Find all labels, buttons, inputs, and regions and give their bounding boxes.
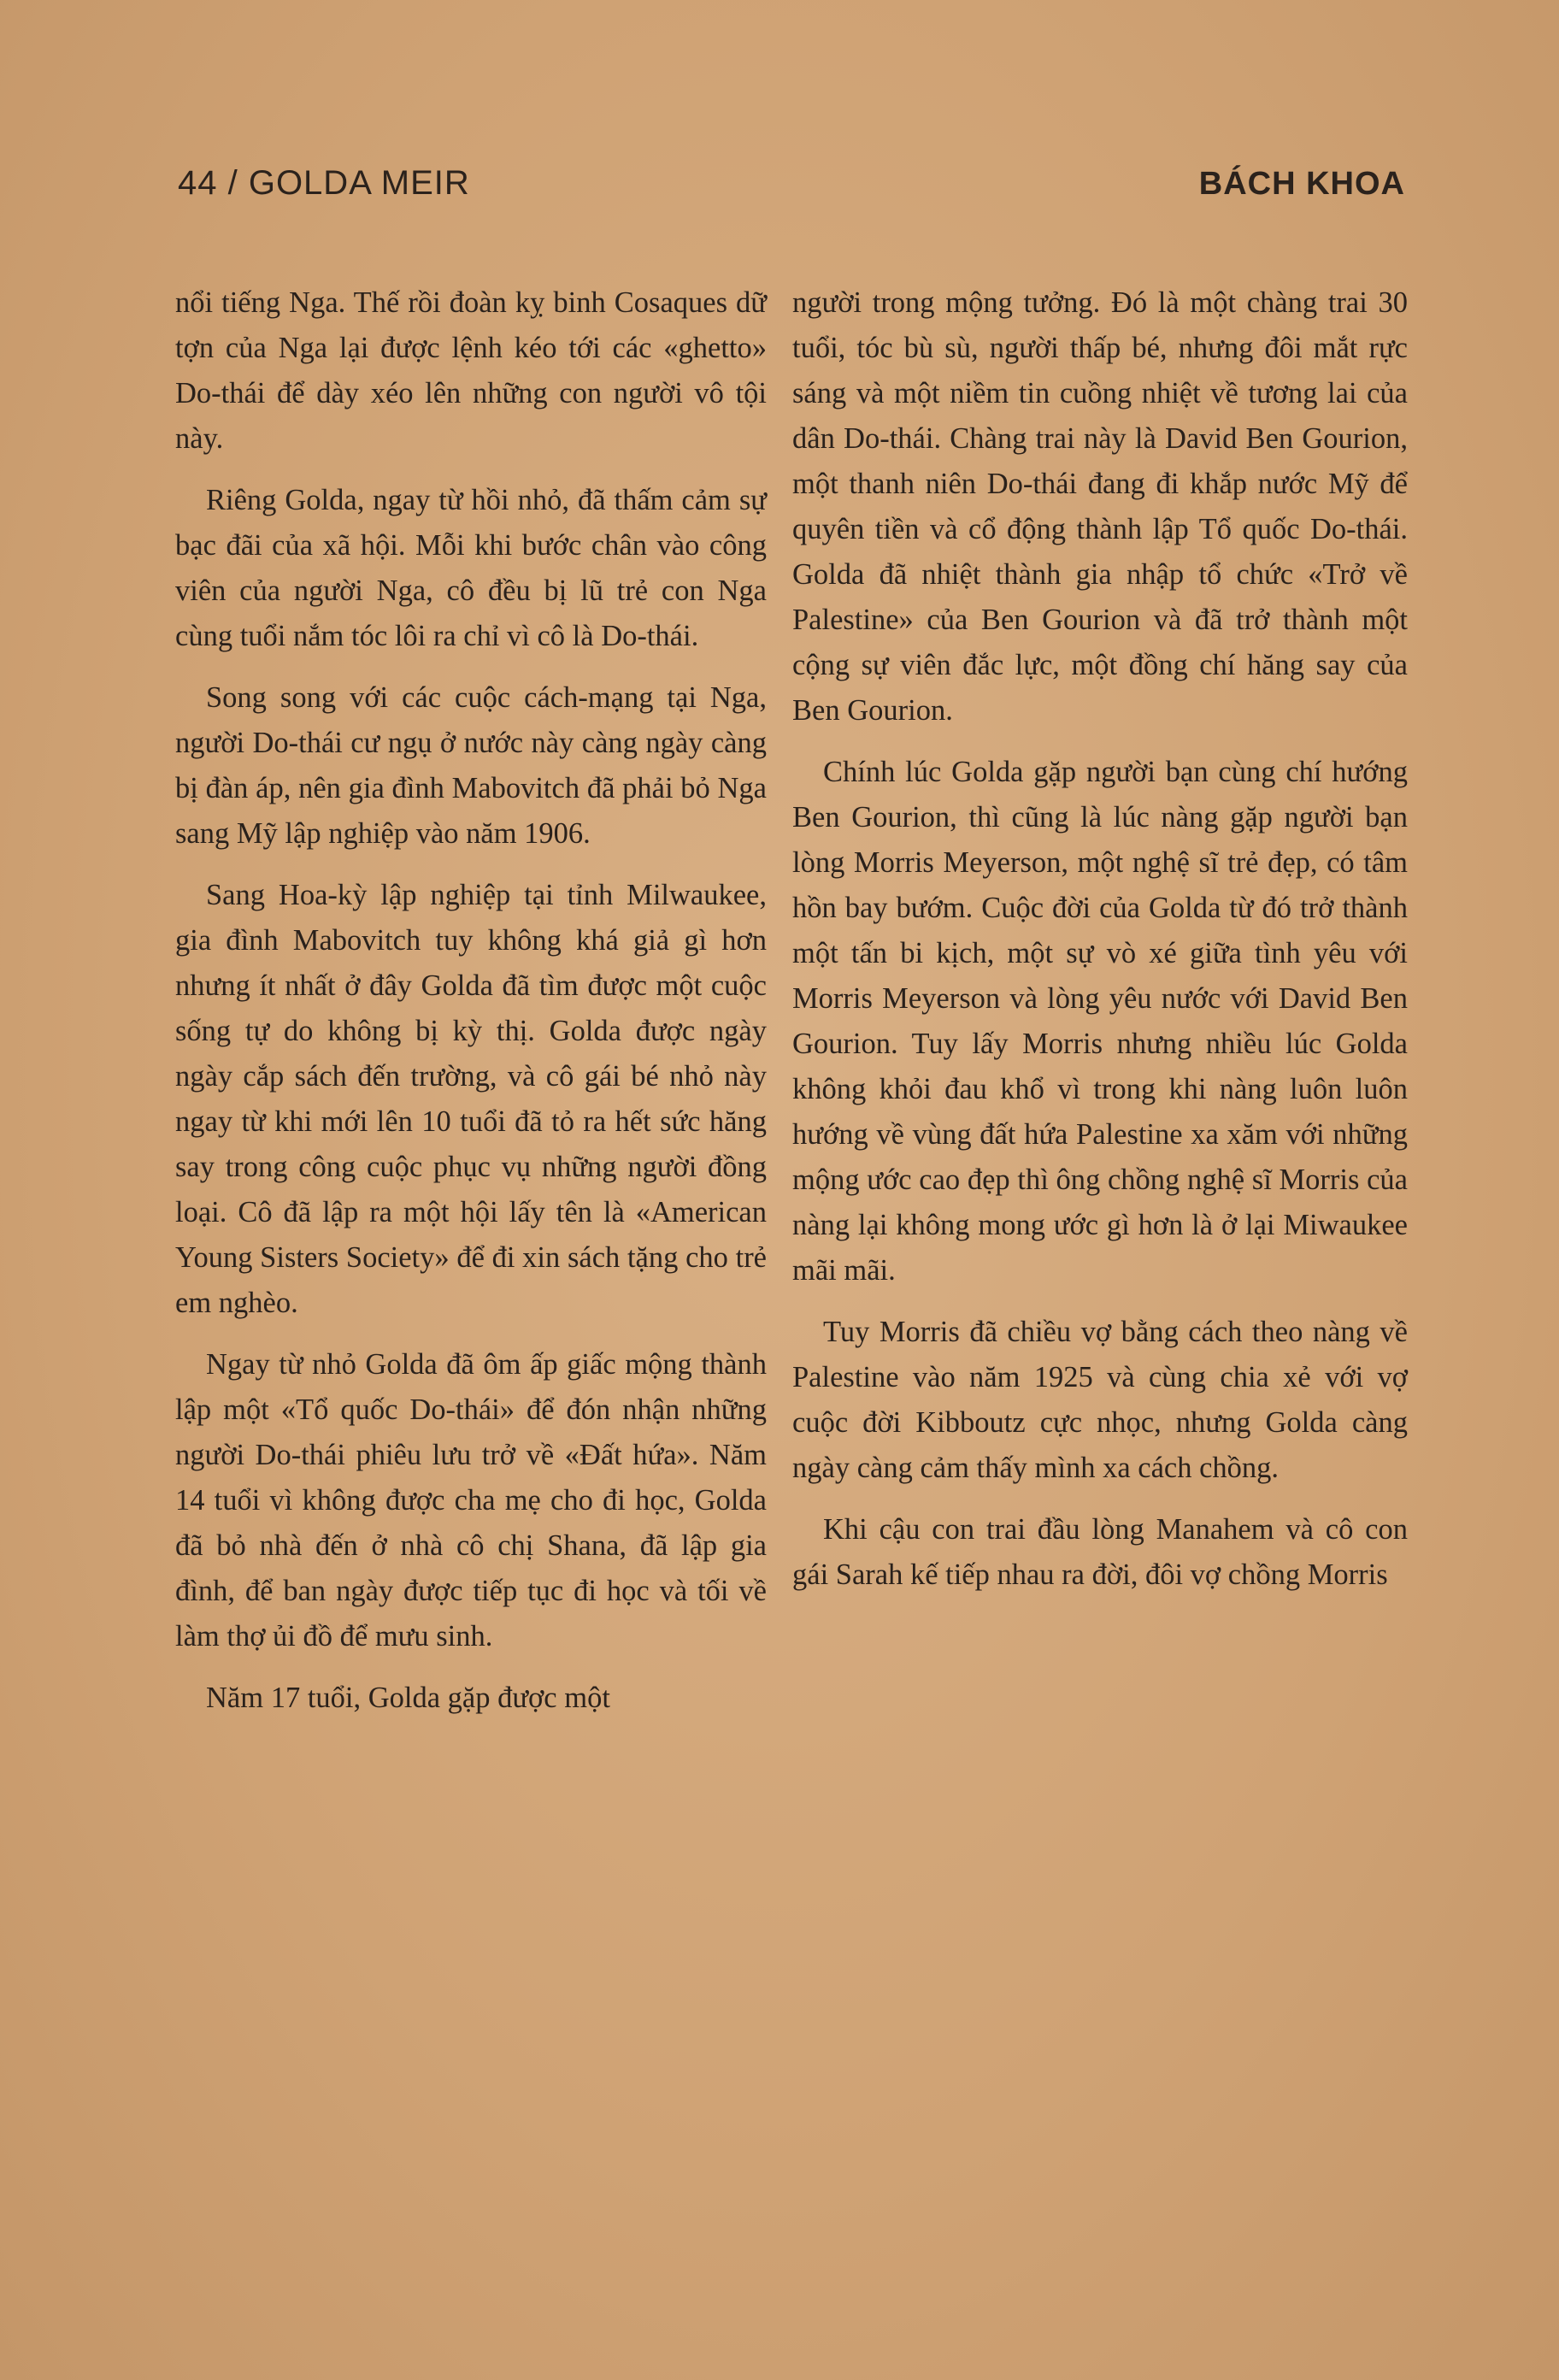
paragraph: Khi cậu con trai đầu lòng Manahem và cô con gái Sarah kế tiếp nhau ra đời, đôi vợ chồng Morris <box>792 1513 1408 1591</box>
paragraph: Riêng Golda, ngay từ hồi nhỏ, đã thấm cảm sự bạc đãi của xã hội. Mỗi khi bước chân vào công viên của người Nga, cô đều bị lũ trẻ con Nga cùng tuổi nắm tóc lôi ra chỉ vì cô là Do-thái. <box>175 484 767 652</box>
right-column <box>792 280 1408 1614</box>
paragraph: Ngay từ nhỏ Golda đã ôm ấp giấc mộng thành lập một «Tổ quốc Do-thái» để đón nhận những người Do-thái phiêu lưu trở về «Đất hứa». Năm 14 tuổi vì không được cha mẹ cho đi học, Golda đã bỏ nhà đến ở nhà cô chị Shana, đã lập gia đình, để ban ngày được tiếp tục đi học và tối về làm thợ ủi đồ để mưu sinh. <box>175 1348 767 1652</box>
left-column <box>175 280 767 1737</box>
paragraph: Chính lúc Golda gặp người bạn cùng chí hướng Ben Gourion, thì cũng là lúc nàng gặp người bạn lòng Morris Meyerson, một nghệ sĩ trẻ đẹp, có tâm hồn bay bướm. Cuộc đời của Golda từ đó trở thành một tấn bi kịch, một sự vò xé giữa tình yêu với Morris Meyerson và lòng yêu nước với David Ben Gourion. Tuy lấy Morris nhưng nhiều lúc Golda không khỏi đau khổ vì trong khi nàng luôn luôn hướng về vùng đất hứa Palestine xa xăm với những mộng ước cao đẹp thì ông chồng nghệ sĩ Morris của nàng lại không mong ước gì hơn là ở lại Miwaukee mãi mãi. <box>792 756 1408 1287</box>
paragraph: Năm 17 tuổi, Golda gặp được một <box>206 1682 610 1714</box>
page-header <box>178 164 1405 215</box>
paragraph: Song song với các cuộc cách-mạng tại Nga, người Do-thái cư ngụ ở nước này càng ngày càng bị đàn áp, nên gia đình Mabovitch đã phải bỏ Nga sang Mỹ lập nghiệp vào năm 1906. <box>175 681 767 850</box>
paragraph: nổi tiếng Nga. Thế rồi đoàn kỵ binh Cosaques dữ tợn của Nga lại được lệnh kéo tới các «ghetto» Do-thái để dày xéo lên những con người vô tội này. <box>175 286 767 455</box>
paragraph: Tuy Morris đã chiều vợ bằng cách theo nàng về Palestine vào năm 1925 và cùng chia xẻ với vợ cuộc đời Kibboutz cực nhọc, nhưng Golda càng ngày càng cảm thấy mình xa cách chồng. <box>792 1316 1408 1484</box>
paragraph: người trong mộng tưởng. Đó là một chàng trai 30 tuổi, tóc bù sù, người thấp bé, nhưng đôi mắt rực sáng và một niềm tin cuồng nhiệt về tương lai của dân Do-thái. Chàng trai này là David Ben Gourion, một thanh niên Do-thái đang đi khắp nước Mỹ để quyên tiền và cổ động thành lập Tổ quốc Do-thái. Golda đã nhiệt thành gia nhập tổ chức «Trở về Palestine» của Ben Gourion và đã trở thành một cộng sự viên đắc lực, một đồng chí hăng say của Ben Gourion. <box>792 286 1408 727</box>
publication-name: BÁCH KHOA <box>1198 166 1405 202</box>
paragraph: Sang Hoa-kỳ lập nghiệp tại tỉnh Milwaukee, gia đình Mabovitch tuy không khá giả gì hơn nhưng ít nhất ở đây Golda đã tìm được một cuộc sống tự do không bị kỳ thị. Golda được ngày ngày cắp sách đến trường, và cô gái bé nhỏ này ngay từ khi mới lên 10 tuổi đã tỏ ra hết sức hăng say trong công cuộc phục vụ những người đồng loại. Cô đã lập ra một hội lấy tên là «American Young Sisters Society» để đi xin sách tặng cho trẻ em nghèo. <box>175 879 767 1319</box>
page-number-title: 44 / GOLDA MEIR <box>178 164 470 202</box>
